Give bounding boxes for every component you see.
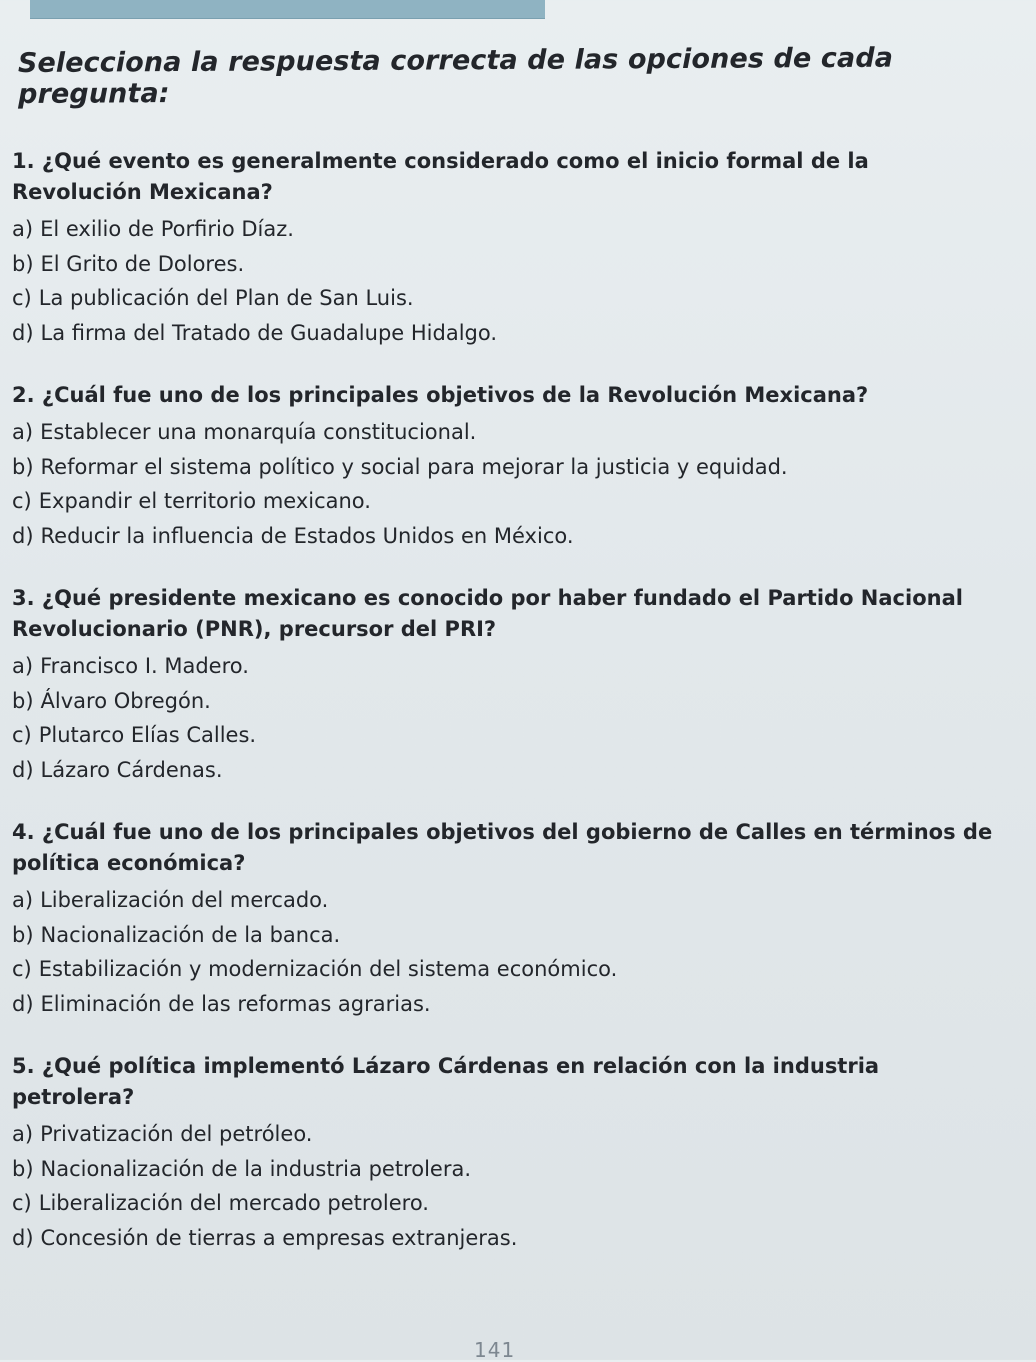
- option-c: c) Estabilización y modernización del sistema económico.: [12, 957, 618, 981]
- instruction-heading: Selecciona la respuesta correcta de las opciones de cada pregunta:: [17, 42, 894, 110]
- option-c: c) Plutarco Elías Calles.: [12, 723, 257, 747]
- option-list: [12, 415, 1002, 553]
- question-text: 3. ¿Qué presidente mexicano es conocido por haber fundado el Partido Nacional Revolucionario (PNR), precursor del PRI?: [12, 586, 963, 641]
- option-a: a) Liberalización del mercado.: [12, 888, 329, 912]
- question-1: [12, 146, 1002, 350]
- option-a: a) El exilio de Porfirio Díaz.: [12, 217, 294, 241]
- option-c: c) La publicación del Plan de San Luis.: [12, 286, 414, 310]
- option-b: b) Nacionalización de la industria petrolera.: [12, 1156, 472, 1181]
- option-a: a) Privatización del petróleo.: [12, 1122, 313, 1146]
- option-d: d) Eliminación de las reformas agrarias.: [12, 991, 431, 1016]
- question-text: 1. ¿Qué evento es generalmente considerado como el inicio formal de la Revolución Mexicana?: [12, 149, 869, 204]
- top-color-strip: [30, 0, 545, 19]
- question-text: 4. ¿Cuál fue uno de los principales objetivos del gobierno de Calles en términos de política económica?: [12, 820, 993, 875]
- option-d: d) Lázaro Cárdenas.: [12, 757, 223, 782]
- option-b: b) El Grito de Dolores.: [12, 251, 245, 276]
- question-2: [12, 380, 1002, 553]
- option-list: [12, 883, 1002, 1021]
- option-d: d) Reducir la influencia de Estados Unidos en México.: [12, 523, 574, 548]
- option-d: d) Concesión de tierras a empresas extranjeras.: [12, 1225, 518, 1250]
- option-c: c) Expandir el territorio mexicano.: [12, 489, 371, 513]
- option-b: b) Nacionalización de la banca.: [12, 922, 341, 947]
- option-b: b) Álvaro Obregón.: [12, 688, 211, 713]
- question-text: 2. ¿Cuál fue uno de los principales objetivos de la Revolución Mexicana?: [12, 383, 869, 407]
- page-number: 141: [474, 1338, 516, 1362]
- option-a: a) Francisco I. Madero.: [12, 654, 249, 678]
- option-d: d) La firma del Tratado de Guadalupe Hidalgo.: [12, 320, 498, 345]
- option-list: [12, 212, 1002, 350]
- question-list: [12, 146, 1002, 1255]
- question-4: [12, 817, 1002, 1021]
- option-list: [12, 649, 1002, 787]
- question-5: [12, 1051, 1002, 1255]
- option-b: b) Reformar el sistema político y social para mejorar la justicia y equidad.: [12, 454, 788, 479]
- option-list: [12, 1117, 1002, 1255]
- option-c: c) Liberalización del mercado petrolero.: [12, 1191, 429, 1215]
- option-a: a) Establecer una monarquía constitucional.: [12, 420, 477, 444]
- worksheet-page: [12, 42, 1002, 1285]
- question-text: 5. ¿Qué política implementó Lázaro Cárdenas en relación con la industria petrolera?: [12, 1054, 880, 1109]
- question-3: [12, 583, 1002, 787]
